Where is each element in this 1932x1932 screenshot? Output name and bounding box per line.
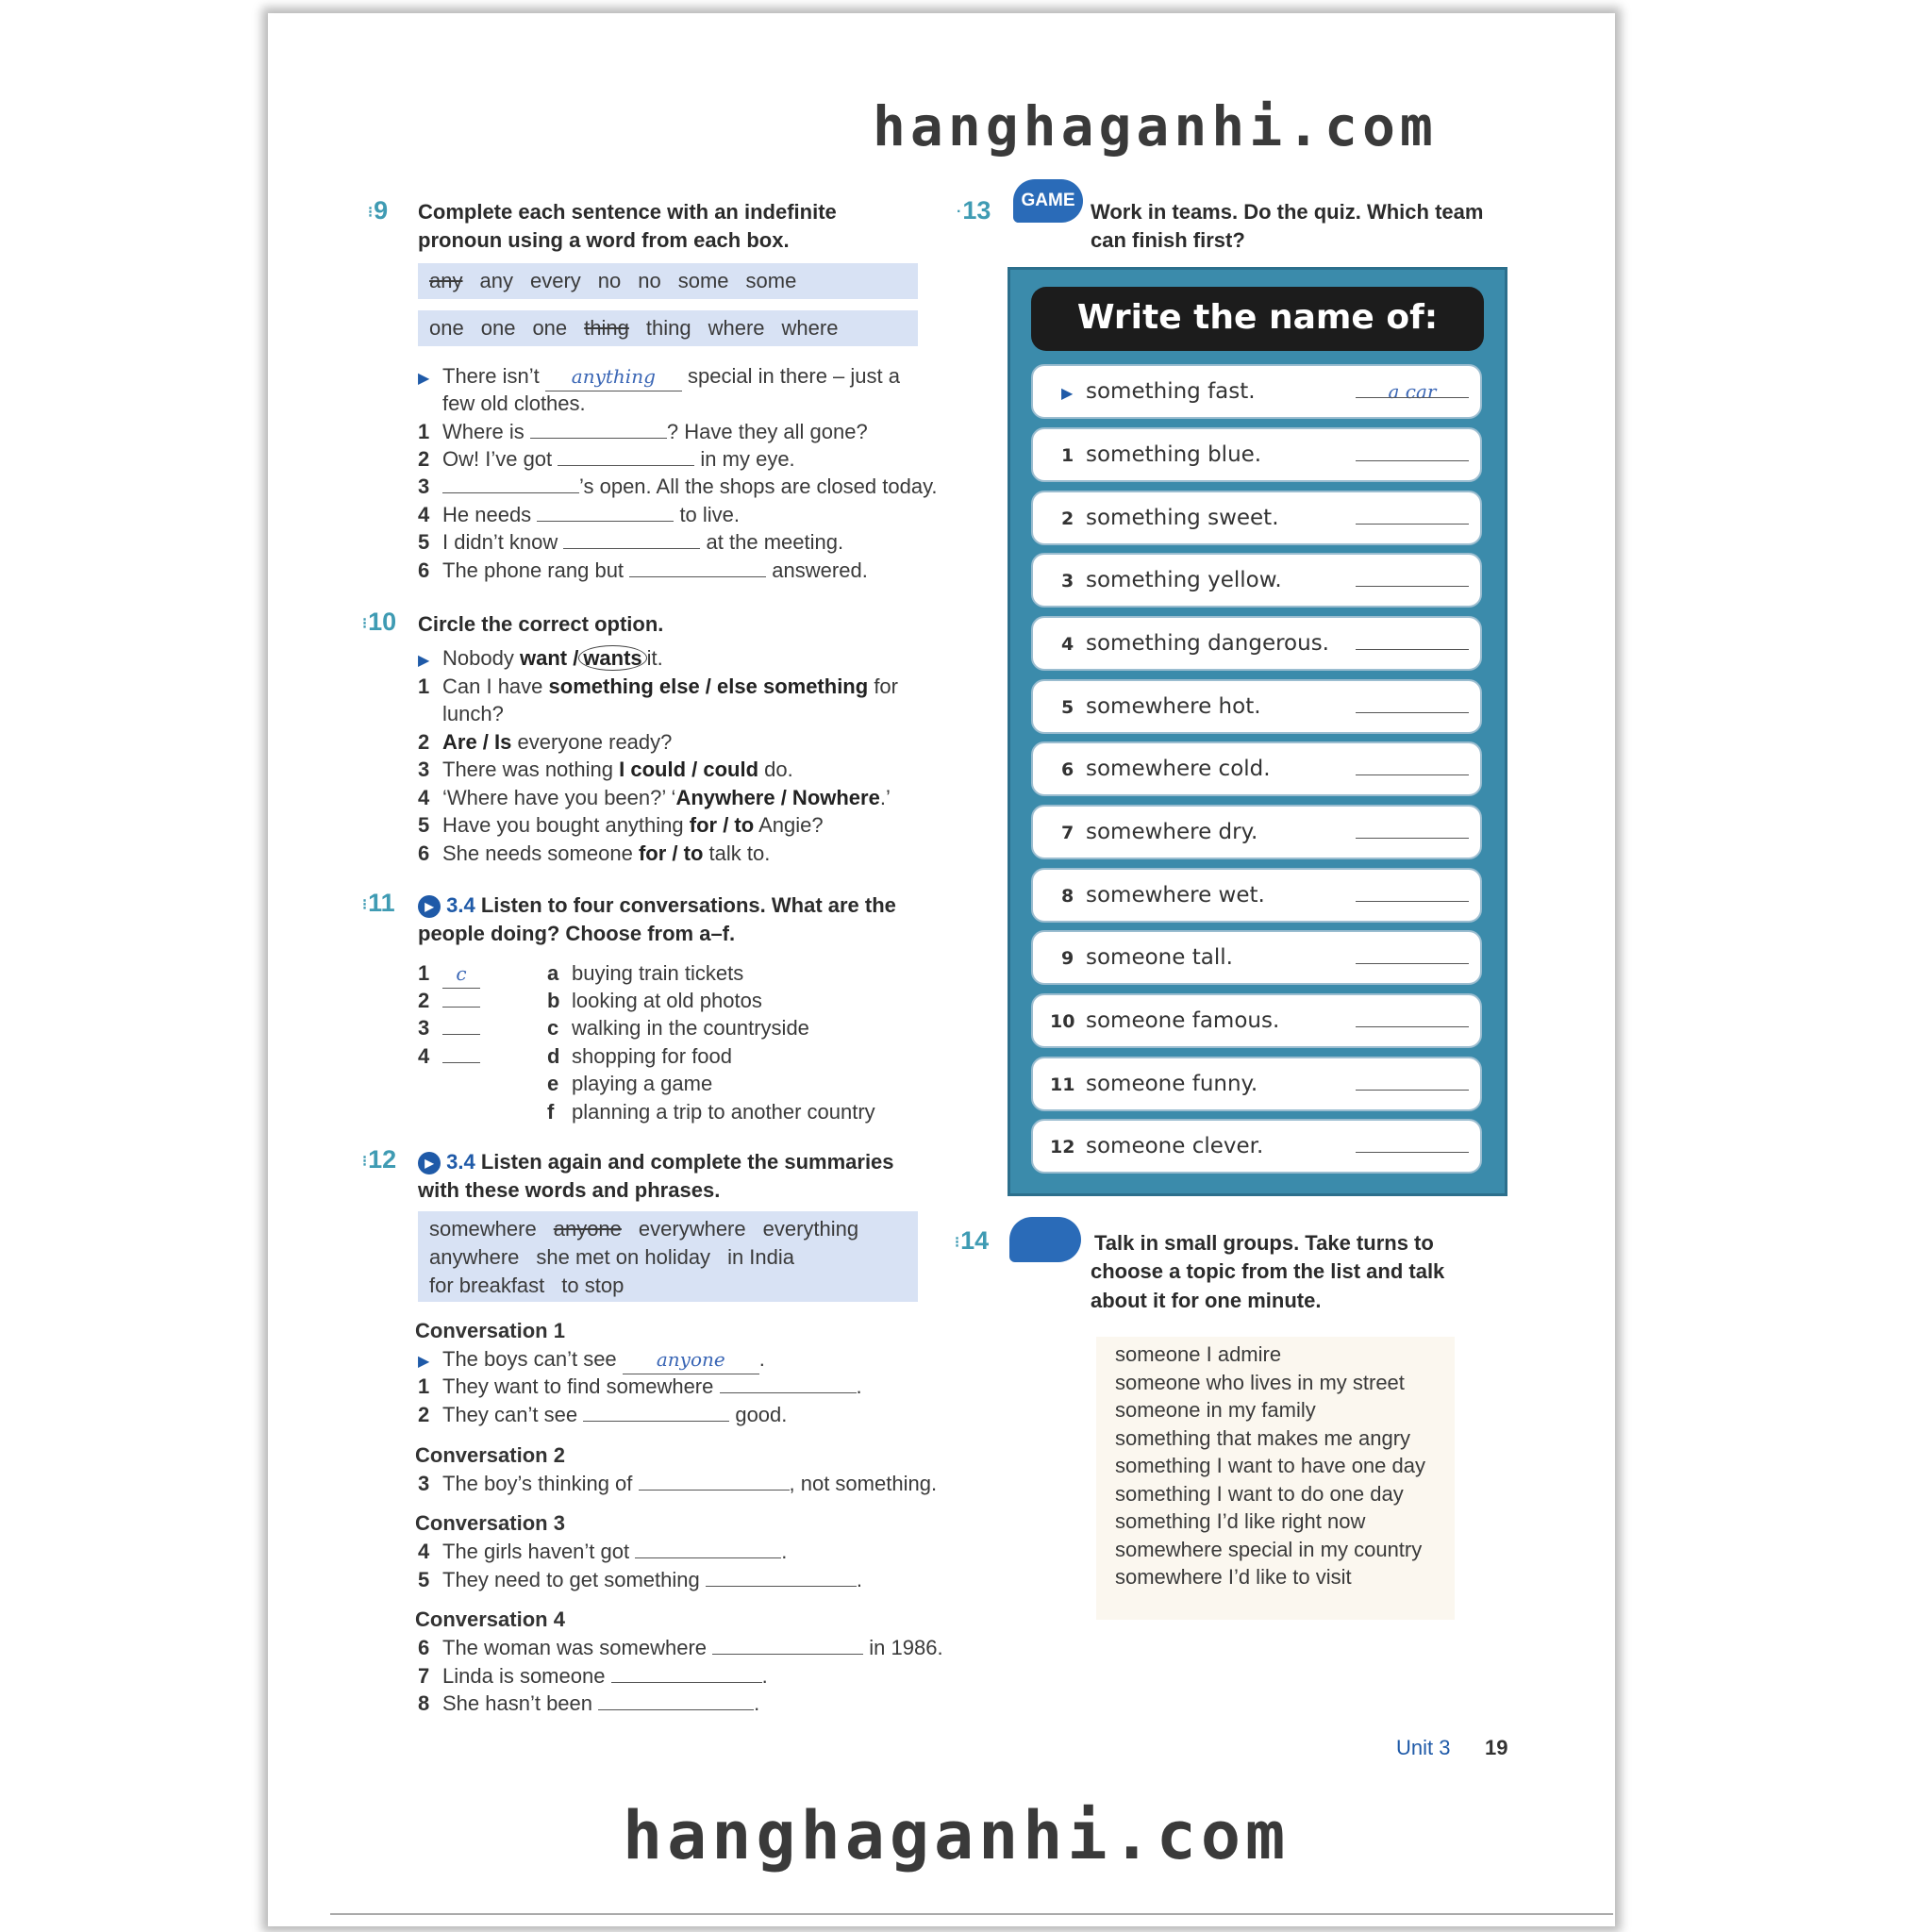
option-choice[interactable]: I could / could — [619, 758, 759, 781]
box-word: any — [429, 269, 463, 292]
answer-blank[interactable] — [563, 532, 700, 549]
answer-blank[interactable] — [1356, 774, 1469, 775]
conversation-2-heading: Conversation 2 — [415, 1443, 565, 1467]
page-number: 19 — [1485, 1736, 1508, 1759]
exercise-9-item-1: 1 Where is ? Have they all gone? — [418, 420, 868, 443]
option-choice[interactable]: Anywhere / Nowhere — [675, 786, 880, 809]
topic-item: somewhere special in my country — [1115, 1537, 1423, 1561]
box-word: thing — [584, 316, 629, 340]
option-choice[interactable]: for / to — [689, 813, 755, 837]
topic-item: someone who lives in my street — [1115, 1370, 1405, 1394]
audio-track: 3.4 — [446, 893, 475, 917]
exercise-12-number: ⁝12 — [362, 1145, 397, 1174]
answer-blank[interactable] — [1356, 963, 1469, 964]
exercise-11-title-line1: ▶ 3.4 Listen to four conversations. What are the — [418, 891, 896, 920]
exercise-11-option-e: e playing a game — [547, 1072, 713, 1095]
example-arrow-icon: ▶ — [418, 653, 430, 669]
box-word: any — [479, 269, 513, 292]
box-word: one — [429, 316, 464, 340]
answer-blank[interactable] — [629, 560, 766, 577]
exercise-9-word-box-2 — [418, 310, 918, 346]
exercise-12-item-1: 1 They want to find somewhere . — [418, 1374, 862, 1398]
topic-item: somewhere I’d like to visit — [1115, 1565, 1352, 1589]
exercise-12-title-line1: ▶ 3.4 Listen again and complete the summaries — [418, 1148, 894, 1176]
exercise-9-item-3: 3 ’s open. All the shops are closed today. — [418, 475, 938, 498]
exercise-9-item-6: 6 The phone rang but answered. — [418, 558, 868, 582]
box-word: she met on holiday — [536, 1245, 711, 1269]
exercise-11-option-a: a buying train tickets — [547, 961, 744, 985]
quiz-row: 2 something sweet. — [1031, 491, 1482, 545]
exercise-13-title-line2: can finish first? — [1091, 228, 1245, 252]
box-word: everything — [762, 1217, 859, 1241]
topic-list — [1096, 1337, 1455, 1620]
answer-blank[interactable] — [1356, 524, 1469, 525]
quiz-row: 1 something blue. — [1031, 427, 1482, 482]
exercise-9-title-line1: Complete each sentence with an indefinite — [418, 200, 837, 224]
option-choice[interactable]: something else / else something — [548, 675, 869, 698]
exercise-14-title-line2: choose a topic from the list and talk — [1091, 1259, 1445, 1283]
answer-blank[interactable] — [442, 991, 480, 1008]
conversation-4-heading: Conversation 4 — [415, 1607, 565, 1631]
example-arrow-icon: ▶ — [418, 371, 430, 387]
audio-track: 3.4 — [446, 1150, 475, 1174]
topic-item: something that makes me angry — [1115, 1425, 1411, 1450]
example-arrow-icon: ▶ — [1061, 384, 1074, 402]
exercise-14-title-line1: Talk in small groups. Take turns to — [1094, 1231, 1434, 1255]
option-choice[interactable]: Are / Is — [442, 730, 512, 754]
box-word: thing — [645, 316, 691, 340]
box-word: anyone — [553, 1217, 622, 1241]
answer-blank[interactable] — [1356, 1026, 1469, 1027]
topic-item: someone in my family — [1115, 1398, 1316, 1422]
exercise-12-item-4: 4 The girls haven’t got . — [418, 1540, 788, 1563]
answer-blank[interactable] — [639, 1474, 790, 1491]
play-audio-icon[interactable]: ▶ — [418, 1152, 441, 1174]
example-arrow-icon: ▶ — [418, 1354, 430, 1370]
exercise-10-item-3: 3 There was nothing I could / could do. — [418, 758, 793, 781]
box-word: where — [708, 316, 765, 340]
exercise-12-item-6: 6 The woman was somewhere in 1986. — [418, 1636, 943, 1659]
quiz-row: 4 something dangerous. — [1031, 616, 1482, 671]
box-word: everywhere — [638, 1217, 746, 1241]
exercise-9-item-5: 5 I didn’t know at the meeting. — [418, 530, 844, 554]
watermark-bottom: hanghaganhi.com — [623, 1797, 1291, 1874]
answer-blank[interactable] — [583, 1405, 729, 1422]
answer-blank[interactable] — [635, 1541, 781, 1558]
exercise-9-number: ⁝9 — [368, 196, 389, 225]
box-word: to stop — [561, 1274, 625, 1297]
exercise-9-item-2: 2 Ow! I’ve got in my eye. — [418, 447, 795, 471]
exercise-11-title-line2: people doing? Choose from a–f. — [418, 922, 736, 945]
exercise-13-title-line1: Work in teams. Do the quiz. Which team — [1091, 200, 1484, 224]
exercise-10-number: ⁝10 — [362, 608, 397, 636]
quiz-row: 6 somewhere cold. — [1031, 741, 1482, 796]
exercise-11-option-c: c walking in the countryside — [547, 1016, 809, 1040]
answer-blank[interactable] — [442, 476, 579, 493]
box-word: for breakfast — [429, 1274, 545, 1297]
exercise-11-answer-1: 1 c — [418, 959, 480, 989]
exercise-9-word-box-1 — [418, 263, 918, 299]
exercise-12-word-box — [418, 1211, 918, 1302]
topic-item: something I’d like right now — [1115, 1509, 1366, 1533]
quiz-row: 12 someone clever. — [1031, 1119, 1482, 1174]
answer-blank[interactable] — [1356, 901, 1469, 902]
answer-blank[interactable] — [1356, 1152, 1469, 1153]
answer-blank[interactable] — [1356, 649, 1469, 650]
quiz-row: 9 someone tall. — [1031, 930, 1482, 985]
quiz-title: Write the name of: — [1031, 287, 1484, 351]
exercise-11-number: ⁝11 — [362, 889, 395, 917]
box-word: one — [480, 316, 516, 340]
box-word: somewhere — [429, 1217, 537, 1241]
circled-answer: wants — [578, 645, 646, 671]
quiz-row: 7 somewhere dry. — [1031, 805, 1482, 859]
box-word: no — [597, 269, 622, 292]
exercise-9-example: ▶ There isn’t anything special in there – just a — [418, 362, 900, 393]
exercise-14-number: ⁝14 — [955, 1226, 990, 1255]
exercise-11-option-f: f planning a trip to another country — [547, 1100, 875, 1124]
exercise-9-title-line2: pronoun using a word from each box. — [418, 228, 790, 252]
exercise-11-answer-2: 2 — [418, 987, 480, 1015]
answer-blank[interactable] — [442, 1046, 480, 1063]
exercise-11-option-b: b looking at old photos — [547, 989, 762, 1012]
exercise-12-item-3: 3 The boy’s thinking of , not something. — [418, 1472, 938, 1495]
quiz-panel — [1008, 267, 1507, 1196]
watermark-top: hanghaganhi.com — [873, 94, 1438, 158]
answer-blank[interactable] — [1356, 712, 1469, 713]
topic-item: something I want to have one day — [1115, 1454, 1425, 1477]
exercise-14-title-line3: about it for one minute. — [1091, 1289, 1322, 1312]
quiz-row: 11 someone funny. — [1031, 1057, 1482, 1111]
exercise-11-option-d: d shopping for food — [547, 1044, 733, 1068]
answer-blank[interactable] — [712, 1638, 863, 1655]
exercise-10-item-1-cont: lunch? — [442, 702, 504, 725]
exercise-12-item-7: 7 Linda is someone . — [418, 1664, 768, 1688]
exercise-11-answer-3: 3 — [418, 1014, 480, 1042]
topic-item: something I want to do one day — [1115, 1481, 1404, 1506]
exercise-10-item-4: 4 ‘Where have you been?’ ‘Anywhere / Nowhere.’ — [418, 786, 891, 809]
answer-blank[interactable] — [558, 449, 694, 466]
play-audio-icon[interactable]: ▶ — [418, 895, 441, 918]
exercise-10-item-2: 2 Are / Is everyone ready? — [418, 730, 673, 754]
example-answer: anything — [545, 362, 682, 391]
box-word: some — [677, 269, 729, 292]
exercise-9-item-4: 4 He needs to live. — [418, 503, 741, 526]
box-word: one — [532, 316, 568, 340]
exercise-10-item-6: 6 She needs someone for / to talk to. — [418, 841, 771, 865]
conversation-3-heading: Conversation 3 — [415, 1511, 565, 1535]
exercise-12-item-5: 5 They need to get something . — [418, 1568, 862, 1591]
box-word: every — [529, 269, 581, 292]
box-word: where — [781, 316, 839, 340]
answer-blank[interactable] — [442, 1018, 480, 1035]
answer-blank[interactable] — [537, 505, 674, 522]
quiz-example-row: ▶ something fast. a car — [1031, 364, 1482, 419]
answer-blank[interactable] — [1356, 460, 1469, 461]
option-choice[interactable]: for / to — [638, 841, 704, 865]
exercise-11-answer-4: 4 — [418, 1042, 480, 1071]
game-badge: GAME — [1013, 179, 1083, 223]
answer-blank[interactable] — [1356, 586, 1469, 587]
quiz-row: 5 somewhere hot. — [1031, 679, 1482, 734]
box-word: anywhere — [429, 1245, 520, 1269]
exercise-10-example: ▶ Nobody want / wants it. — [418, 644, 663, 675]
exercise-12-item-8: 8 She hasn’t been . — [418, 1691, 760, 1715]
box-word: some — [745, 269, 797, 292]
exercise-10-title: Circle the correct option. — [418, 612, 664, 636]
page-bottom-rule — [330, 1913, 1613, 1915]
answer-blank[interactable] — [598, 1693, 754, 1710]
answer-blank[interactable] — [706, 1570, 857, 1587]
exercise-12-item-2: 2 They can’t see good. — [418, 1403, 788, 1426]
exercise-10-item-1: 1 Can I have something else / else something for — [418, 675, 898, 698]
quiz-row: 3 something yellow. — [1031, 553, 1482, 608]
example-answer: anyone — [623, 1345, 759, 1374]
answer-blank[interactable] — [530, 422, 667, 439]
box-word: in India — [727, 1245, 795, 1269]
box-word: no — [638, 269, 661, 292]
exercise-9-example-cont: few old clothes. — [442, 391, 586, 415]
example-answer: a car — [1388, 380, 1437, 403]
exercise-13-number: ·13 — [957, 196, 991, 225]
answer-blank[interactable] — [611, 1666, 762, 1683]
exercise-12-title-line2: with these words and phrases. — [418, 1178, 721, 1202]
speech-bubble-icon — [1009, 1217, 1081, 1262]
answer-blank[interactable] — [1356, 838, 1469, 839]
answer-blank[interactable] — [720, 1376, 857, 1393]
quiz-row: 10 someone famous. — [1031, 993, 1482, 1048]
answer-blank[interactable]: c — [442, 959, 480, 989]
exercise-12-example: ▶ The boys can’t see anyone . — [418, 1345, 765, 1376]
quiz-row: 8 somewhere wet. — [1031, 868, 1482, 923]
topic-item: someone I admire — [1115, 1342, 1282, 1366]
unit-label: Unit 3 — [1396, 1736, 1451, 1759]
exercise-10-item-5: 5 Have you bought anything for / to Angie? — [418, 813, 824, 837]
answer-blank[interactable] — [1356, 1090, 1469, 1091]
conversation-1-heading: Conversation 1 — [415, 1319, 565, 1342]
